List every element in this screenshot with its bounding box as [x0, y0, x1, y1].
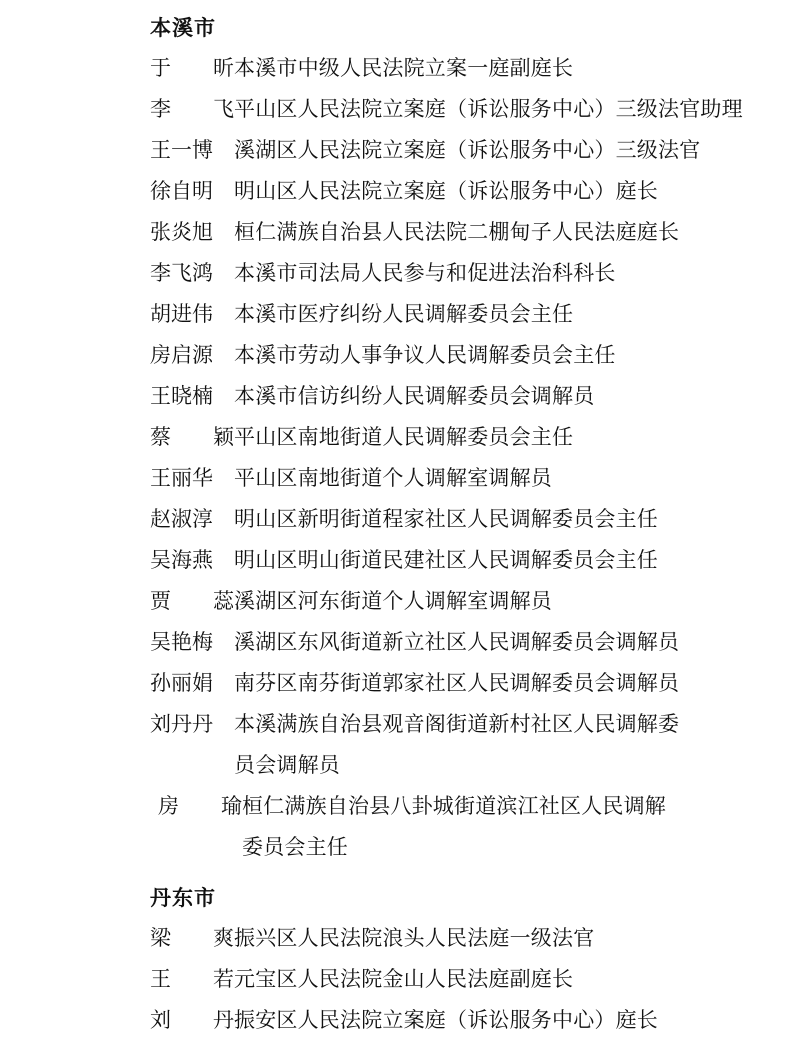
- person-title: [234, 704, 760, 786]
- list-item: [150, 499, 760, 540]
- person-title-line2: 委员会主任: [242, 835, 348, 859]
- person-title: 桓仁满族自治县人民法院二棚甸子人民法庭庭长: [234, 220, 680, 244]
- list-item: [150, 622, 760, 663]
- person-title: 本溪市劳动人事争议人民调解委员会主任: [234, 343, 616, 367]
- person-name: 贾 蕊: [150, 589, 234, 613]
- person-name: 胡进伟: [150, 302, 213, 326]
- list-item: [150, 704, 760, 786]
- person-name: 王一博: [150, 138, 213, 162]
- person-title: 本溪市司法局人民参与和促进法治科科长: [234, 261, 616, 285]
- person-title: 振安区人民法院立案庭（诉讼服务中心）庭长: [234, 1008, 658, 1032]
- person-title: 溪湖区河东街道个人调解室调解员: [234, 589, 552, 613]
- person-name: 房启源: [150, 343, 213, 367]
- person-title-line1: 本溪满族自治县观音阁街道新村社区人民调解委: [234, 712, 680, 736]
- person-name: 王丽华: [150, 466, 213, 490]
- list-item: [150, 253, 760, 294]
- person-title: 明山区明山街道民建社区人民调解委员会主任: [234, 548, 658, 572]
- person-name: 王 若: [150, 967, 234, 991]
- person-title: 平山区南地街道个人调解室调解员: [234, 466, 552, 490]
- person-title: 振兴区人民法院浪头人民法庭一级法官: [234, 926, 595, 950]
- person-title: 平山区人民法院立案庭（诉讼服务中心）三级法官助理: [234, 97, 743, 121]
- list-item: [150, 581, 760, 622]
- person-title: 本溪市信访纠纷人民调解委员会调解员: [234, 384, 595, 408]
- list-item: [150, 130, 760, 171]
- person-name: 于 昕: [150, 56, 234, 80]
- list-item: [150, 48, 760, 89]
- person-name: 刘 丹: [150, 1008, 234, 1032]
- list-item: [150, 376, 760, 417]
- list-item: [150, 212, 760, 253]
- person-title-line2: 员会调解员: [234, 753, 340, 777]
- person-name: 吴艳梅: [150, 630, 213, 654]
- list-item: [150, 417, 760, 458]
- person-title: 明山区人民法院立案庭（诉讼服务中心）庭长: [234, 179, 658, 203]
- person-title: 明山区新明街道程家社区人民调解委员会主任: [234, 507, 658, 531]
- list-item: [150, 335, 760, 376]
- person-title: 平山区南地街道人民调解委员会主任: [234, 425, 574, 449]
- person-title: 本溪市医疗纠纷人民调解委员会主任: [234, 302, 574, 326]
- person-name: 刘丹丹: [150, 712, 213, 736]
- person-title: [242, 786, 760, 868]
- list-item: [150, 458, 760, 499]
- person-title-line1: 桓仁满族自治县八卦城街道滨江社区人民调解: [242, 794, 666, 818]
- person-name: 李 飞: [150, 97, 234, 121]
- list-item: [150, 786, 760, 868]
- list-item: [150, 171, 760, 212]
- person-title: 溪湖区东风街道新立社区人民调解委员会调解员: [234, 630, 680, 654]
- list-item: [150, 89, 760, 130]
- person-title: 南芬区南芬街道郭家社区人民调解委员会调解员: [234, 671, 680, 695]
- person-title: 元宝区人民法院金山人民法庭副庭长: [234, 967, 574, 991]
- list-item: [150, 918, 760, 959]
- person-name: 梁 爽: [150, 926, 234, 950]
- person-title: 本溪市中级人民法院立案一庭副庭长: [234, 56, 574, 80]
- person-name: 王晓楠: [150, 384, 213, 408]
- person-name: 蔡 颖: [150, 425, 234, 449]
- section-heading-dandong: 丹东市: [150, 885, 216, 910]
- person-name: 赵淑淳: [150, 507, 213, 531]
- person-name: 徐自明: [150, 179, 213, 203]
- person-title: 溪湖区人民法院立案庭（诉讼服务中心）三级法官: [234, 138, 701, 162]
- list-item: [150, 294, 760, 335]
- person-name: 李飞鸿: [150, 261, 213, 285]
- list-item: [150, 540, 760, 581]
- person-name: 张炎旭: [150, 220, 213, 244]
- person-name: 吴海燕: [150, 548, 213, 572]
- list-item: [150, 663, 760, 704]
- person-name: 孙丽娟: [150, 671, 213, 695]
- section-heading-benxi: 本溪市: [150, 15, 216, 40]
- person-name: 房 瑜: [158, 794, 242, 818]
- list-item: [150, 1000, 760, 1041]
- list-item: [150, 959, 760, 1000]
